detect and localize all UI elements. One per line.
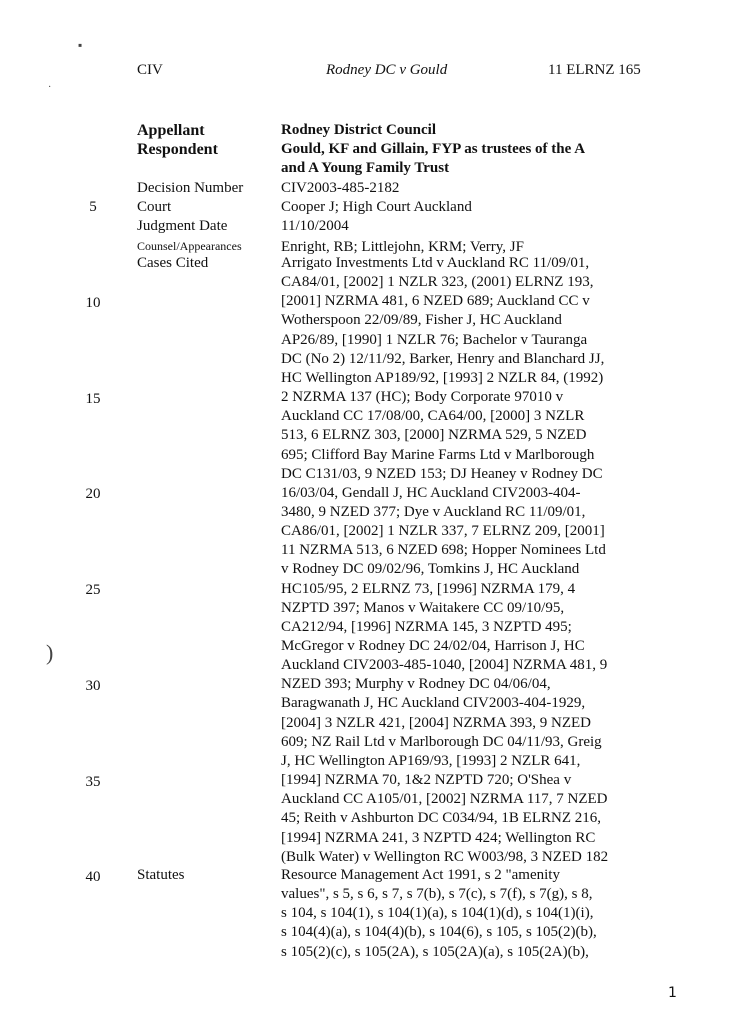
header-case-name: Rodney DC v Gould (326, 62, 448, 78)
line-number: 35 (85, 773, 101, 790)
page-number: 1 (668, 985, 677, 1001)
cases-cited-line: Arrigato Investments Ltd v Auckland RC 11/09/01, (281, 255, 590, 271)
cases-cited-label: Cases Cited (137, 255, 209, 271)
cases-cited-line: Baragwanath J, HC Auckland CIV2003-404-1929, (281, 695, 586, 712)
cases-cited-line: 16/03/04, Gendall J, HC Auckland CIV2003-404- (281, 484, 581, 501)
line-number: 25 (85, 582, 101, 598)
cases-cited-line: CA86/01, [2002] 1 NZLR 337, 7 ELRNZ 209, [2001] (281, 523, 605, 540)
cases-cited-line: 609; NZ Rail Ltd v Marlborough DC 04/11/93, Greig (281, 733, 602, 750)
header-citation: 11 ELRNZ 165 (548, 62, 641, 78)
cases-cited-line: [2001] NZRMA 481, 6 NZED 689; Auckland CC v (281, 293, 590, 310)
cases-cited-line: NZED 393; Murphy v Rodney DC 04/06/04, (281, 676, 551, 693)
cases-cited-line: HC Wellington AP189/92, [1993] 2 NZLR 84, (1992) (281, 369, 604, 386)
court-value: Cooper J; High Court Auckland (281, 199, 472, 215)
cases-cited-line: 513, 6 ELRNZ 303, [2000] NZRMA 529, 5 NZED (281, 427, 587, 444)
statutes-line: s 105(2)(c), s 105(2A), s 105(2A)(a), s 105(2A)(b), (281, 943, 589, 960)
cases-cited-line: 3480, 9 NZED 377; Dye v Auckland RC 11/09/01, (281, 503, 586, 520)
appellant-label: Appellant (137, 122, 205, 139)
respondent-value-line: and A Young Family Trust (281, 160, 450, 176)
judgment-date-value: 11/10/2004 (281, 218, 349, 234)
statutes-line: Resource Management Act 1991, s 2 "amenity (281, 867, 560, 883)
line-number: 40 (85, 869, 101, 886)
decision-number-value: CIV2003-485-2182 (281, 180, 400, 196)
counsel-label: Counsel/Appearances (137, 239, 242, 253)
line-number: 10 (85, 294, 101, 311)
cases-cited-line: (Bulk Water) v Wellington RC W003/98, 3 NZED 182 (281, 848, 609, 865)
statutes-line: s 104, s 104(1), s 104(1)(a), s 104(1)(d), s 104(1)(i), (281, 905, 594, 922)
cases-cited-line: Auckland CC 17/08/00, CA64/00, [2000] 3 NZLR (281, 408, 585, 425)
cases-cited-line: DC C131/03, 9 NZED 153; DJ Heaney v Rodney DC (281, 465, 603, 482)
cases-cited-line: CA84/01, [2002] 1 NZLR 323, (2001) ELRNZ 193, (281, 274, 594, 291)
cases-cited-line: v Rodney DC 09/02/96, Tomkins J, HC Auckland (281, 561, 580, 578)
respondent-label: Respondent (137, 141, 218, 158)
statutes-line: s 104(4)(a), s 104(4)(b), s 104(6), s 105, s 105(2)(b), (281, 924, 597, 941)
appellant-value: Rodney District Council (281, 122, 436, 138)
statutes-line: values", s 5, s 6, s 7, s 7(b), s 7(c), s 7(f), s 7(g), s 8, (281, 886, 593, 903)
cases-cited-line: 45; Reith v Ashburton DC C034/94, 1B ELRNZ 216, (281, 810, 602, 827)
cases-cited-line: [1994] NZRMA 241, 3 NZPTD 424; Wellington RC (281, 829, 596, 846)
statutes-label: Statutes (137, 867, 185, 883)
cases-cited-line: Wotherspoon 22/09/89, Fisher J, HC Auckland (281, 312, 562, 329)
cases-cited-line: McGregor v Rodney DC 24/02/04, Harrison J, HC (281, 638, 585, 654)
header-section: CIV (137, 62, 163, 78)
line-number: 5 (89, 199, 97, 215)
cases-cited-line: 695; Clifford Bay Marine Farms Ltd v Marlborough (281, 446, 595, 463)
cases-cited-line: NZPTD 397; Manos v Waitakere CC 09/10/95, (281, 599, 565, 616)
line-number: 15 (85, 390, 101, 407)
cases-cited-line: [1994] NZRMA 70, 1&2 NZPTD 720; O'Shea v (281, 772, 572, 789)
cases-cited-line: J, HC Wellington AP169/93, [1993] 2 NZLR 641, (281, 752, 581, 769)
judgment-date-label: Judgment Date (137, 218, 228, 234)
cases-cited-line: CA212/94, [1996] NZRMA 145, 3 NZPTD 495; (281, 618, 572, 635)
counsel-value: Enright, RB; Littlejohn, KRM; Verry, JF (281, 239, 524, 255)
cases-cited-line: 2 NZRMA 137 (HC); Body Corporate 97010 v (281, 389, 564, 406)
line-number: 20 (85, 486, 101, 503)
cases-cited-line: [2004] 3 NZLR 421, [2004] NZRMA 393, 9 NZED (281, 714, 591, 731)
decision-number-label: Decision Number (137, 180, 244, 196)
scan-speck: · (48, 82, 52, 93)
cases-cited-line: 11 NZRMA 513, 6 NZED 698; Hopper Nominees Ltd (281, 542, 606, 559)
scan-speck: ) (46, 640, 54, 665)
scan-speck: ▪ (78, 38, 83, 52)
cases-cited-line: AP26/89, [1990] 1 NZLR 76; Bachelor v Tauranga (281, 331, 588, 348)
line-number: 30 (85, 677, 101, 694)
cases-cited-line: DC (No 2) 12/11/92, Barker, Henry and Blanchard JJ, (281, 350, 605, 367)
cases-cited-line: HC105/95, 2 ELRNZ 73, [1996] NZRMA 179, 4 (281, 580, 576, 597)
court-label: Court (137, 199, 172, 215)
cases-cited-line: Auckland CC A105/01, [2002] NZRMA 117, 7 NZED (281, 791, 608, 808)
respondent-value-line: Gould, KF and Gillain, FYP as trustees of the A (281, 141, 586, 157)
cases-cited-line: Auckland CIV2003-485-1040, [2004] NZRMA 481, 9 (281, 657, 608, 674)
